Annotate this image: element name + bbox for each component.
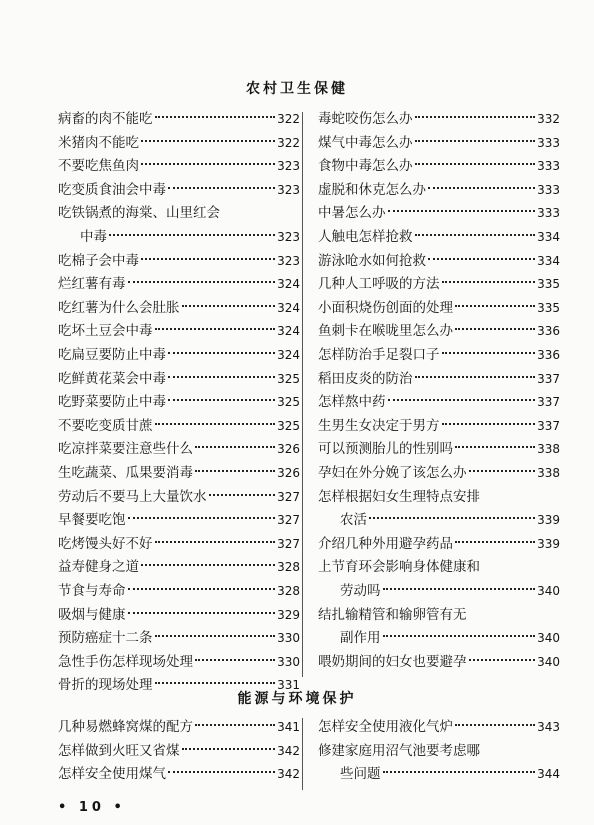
- section-title-rural-health: 农村卫生保健: [246, 81, 348, 97]
- toc-entry-page: 342: [277, 767, 300, 782]
- toc-entry-title: 吃变质食油会中毒: [58, 181, 166, 198]
- toc-entry[interactable]: [58, 580, 300, 602]
- toc-entry-page: 326: [277, 466, 300, 480]
- toc-entry-page: 325: [277, 395, 300, 410]
- toc-entry[interactable]: [318, 556, 560, 578]
- toc-entry[interactable]: [58, 651, 300, 673]
- toc-dot-leader: [128, 517, 276, 519]
- toc-entry[interactable]: [318, 509, 560, 531]
- toc-entry-title: 结扎输精管和输卵管有无: [318, 606, 467, 623]
- toc-entry-page: 333: [537, 135, 560, 150]
- toc-entry[interactable]: [318, 627, 560, 649]
- toc-entry-title: 生男生女决定于男方: [318, 417, 440, 434]
- toc-entry-title: 吃铁锅煮的海棠、山里红会: [58, 205, 220, 222]
- toc-entry-page: 327: [277, 513, 300, 528]
- toc-entry-title: 生吃蔬菜、瓜果要消毒: [58, 465, 193, 481]
- toc-entry[interactable]: [318, 580, 560, 602]
- toc-entry-title: 早餐要吃饱: [58, 512, 126, 529]
- toc-dot-leader: [141, 258, 275, 260]
- toc-entry-page: 334: [537, 230, 560, 244]
- toc-entry[interactable]: [318, 179, 560, 201]
- toc-entry-title: 劳动吗: [340, 583, 381, 599]
- toc-dot-leader: [455, 724, 535, 726]
- toc-entry-title: 人触电怎样抢救: [318, 229, 413, 245]
- toc-entry-title: 怎样防治手足裂口子: [318, 347, 440, 363]
- toc-entry[interactable]: [318, 462, 560, 484]
- toc-entry[interactable]: [58, 415, 300, 437]
- toc-dot-leader: [383, 635, 536, 637]
- toc-entry-title: 稻田皮炎的防治: [318, 370, 413, 387]
- toc-entry-page: 327: [277, 536, 300, 551]
- toc-entry-page: 340: [537, 631, 560, 646]
- toc-entry-title: 不要吃焦鱼肉: [58, 158, 139, 175]
- toc-entry-title: 吸烟与健康: [58, 606, 126, 623]
- toc-entry-title: 吃野菜要防止中毒: [58, 394, 166, 411]
- toc-entry-page: 324: [277, 300, 300, 315]
- toc-entry-page: 323: [277, 253, 300, 268]
- toc-entry-page: 340: [537, 654, 560, 669]
- toc-entry[interactable]: [318, 155, 560, 177]
- toc-entry-page: 331: [277, 678, 300, 693]
- toc-entry-title: 节食与寿命: [58, 583, 126, 599]
- toc-dot-leader: [195, 659, 275, 661]
- toc-dot-leader: [428, 258, 535, 260]
- toc-entry-title: 修建家庭用沼气池要考虑哪: [318, 742, 480, 759]
- toc-entry-page: 322: [277, 135, 300, 150]
- toc-entry-page: 341: [277, 720, 300, 734]
- toc-dot-leader: [415, 163, 536, 165]
- toc-entry-title: 喂奶期间的妇女也要避孕: [318, 653, 467, 670]
- toc-entry-page: 335: [537, 277, 560, 292]
- toc-entry[interactable]: [58, 556, 300, 578]
- toc-entry[interactable]: [58, 108, 300, 130]
- toc-entry[interactable]: [318, 740, 560, 762]
- toc-dot-leader: [109, 234, 275, 236]
- toc-entry[interactable]: [58, 250, 300, 272]
- toc-entry-page: 324: [277, 277, 300, 292]
- toc-entry-title: 孕妇在外分娩了该怎么办: [318, 465, 467, 481]
- toc-entry-title: 骨折的现场处理: [58, 677, 153, 694]
- toc-entry-title: 益寿健身之道: [58, 559, 139, 576]
- toc-entry[interactable]: [318, 438, 560, 460]
- toc-entry-title: 吃扁豆要防止中毒: [58, 347, 166, 363]
- toc-dot-leader: [442, 423, 536, 425]
- toc-dot-leader: [442, 352, 536, 354]
- toc-dot-leader: [383, 771, 536, 773]
- toc-entry-page: 328: [277, 584, 300, 598]
- toc-entry[interactable]: [58, 179, 300, 201]
- page-number: • 10 •: [58, 800, 126, 815]
- toc-dot-leader: [388, 210, 536, 212]
- toc-dot-leader: [469, 470, 536, 472]
- toc-entry-page: 339: [537, 513, 560, 528]
- toc-dot-leader: [469, 659, 536, 661]
- toc-entry[interactable]: [318, 533, 560, 555]
- toc-entry[interactable]: [58, 462, 300, 484]
- toc-dot-leader: [209, 494, 276, 496]
- toc-entry[interactable]: [58, 509, 300, 531]
- toc-entry-title: 中暑怎么办: [318, 205, 386, 222]
- toc-entry-title: 吃凉拌菜要注意些什么: [58, 441, 193, 458]
- toc-entry[interactable]: [318, 486, 560, 508]
- toc-entry-title: 小面积烧伤创面的处理: [318, 299, 453, 316]
- toc-dot-leader: [141, 564, 275, 566]
- toc-dot-leader: [195, 724, 275, 726]
- toc-entry-title: 急性手伤怎样现场处理: [58, 653, 193, 670]
- toc-entry-title: 不要吃变质甘蔗: [58, 417, 153, 434]
- toc-dot-leader: [155, 423, 276, 425]
- toc-dot-leader: [128, 612, 276, 614]
- toc-entry-title: 劳动后不要马上大量饮水: [58, 488, 207, 505]
- toc-entry[interactable]: [318, 344, 560, 366]
- toc-entry-page: 332: [537, 112, 560, 126]
- toc-entry-title: 虚脱和休克怎么办: [318, 181, 426, 198]
- toc-entry-title: 吃红薯为什么会肚胀: [58, 299, 180, 316]
- toc-entry-page: 334: [537, 253, 560, 268]
- toc-entry-page: 324: [277, 348, 300, 362]
- toc-entry[interactable]: [318, 391, 560, 413]
- toc-entry[interactable]: [58, 155, 300, 177]
- toc-entry-page: 344: [537, 767, 560, 782]
- toc-entry-page: 339: [537, 536, 560, 551]
- toc-dot-leader: [168, 187, 275, 189]
- toc-entry-title: 上节育环会影响身体健康和: [318, 559, 480, 576]
- toc-dot-leader: [155, 682, 276, 684]
- toc-entry[interactable]: [58, 344, 300, 366]
- toc-entry[interactable]: [318, 273, 560, 295]
- toc-entry-title: 介绍几种外用避孕药品: [318, 535, 453, 552]
- toc-entry[interactable]: [58, 533, 300, 555]
- toc-entry-title: 毒蛇咬伤怎么办: [318, 111, 413, 127]
- toc-entry-title: 预防癌症十二条: [58, 630, 153, 647]
- toc-dot-leader: [455, 446, 535, 448]
- toc-entry-page: 337: [537, 418, 560, 433]
- toc-entry[interactable]: [318, 415, 560, 437]
- toc-entry-title: 农活: [340, 512, 367, 529]
- toc-entry[interactable]: [58, 438, 300, 460]
- toc-dot-leader: [168, 376, 275, 378]
- toc-entry[interactable]: [318, 132, 560, 154]
- toc-dot-leader: [415, 140, 536, 142]
- toc-entry-title: 可以预测胎儿的性别吗: [318, 441, 453, 458]
- toc-entry-title: 食物中毒怎么办: [318, 158, 413, 175]
- toc-entry-title: 几种人工呼吸的方法: [318, 276, 440, 293]
- toc-entry-page: 330: [277, 631, 300, 646]
- toc-entry[interactable]: [318, 108, 560, 130]
- toc-entry-page: 333: [537, 206, 560, 221]
- toc-dot-leader: [141, 163, 275, 165]
- toc-entry-page: 324: [277, 324, 300, 339]
- toc-entry-title: 煤气中毒怎么办: [318, 134, 413, 151]
- toc-entry[interactable]: [58, 391, 300, 413]
- toc-entry-title: 怎样安全使用液化气炉: [318, 719, 453, 735]
- toc-entry[interactable]: [58, 740, 300, 762]
- toc-dot-leader: [455, 328, 535, 330]
- toc-entry[interactable]: [58, 604, 300, 626]
- toc-entry-title: 中毒: [80, 229, 107, 245]
- toc-entry-title: 怎样根据妇女生理特点安排: [318, 488, 480, 505]
- toc-entry-page: 330: [277, 654, 300, 669]
- toc-dot-leader: [141, 140, 275, 142]
- toc-entry[interactable]: [318, 297, 560, 319]
- toc-entry-page: 325: [277, 418, 300, 433]
- toc-dot-leader: [455, 541, 535, 543]
- toc-entry[interactable]: [318, 716, 560, 738]
- toc-dot-leader: [383, 588, 536, 590]
- toc-entry-title: 吃鲜黄花菜会中毒: [58, 370, 166, 387]
- toc-entry-page: 326: [277, 442, 300, 457]
- toc-entry[interactable]: [58, 132, 300, 154]
- toc-entry-page: 335: [537, 300, 560, 315]
- toc-entry-page: 336: [537, 324, 560, 339]
- toc-dot-leader: [155, 328, 276, 330]
- toc-dot-leader: [442, 281, 536, 283]
- toc-entry-title: 米猪肉不能吃: [58, 134, 139, 151]
- toc-entry[interactable]: [318, 320, 560, 342]
- toc-entry-page: 337: [537, 371, 560, 386]
- toc-entry[interactable]: [318, 604, 560, 626]
- toc-entry-title: 游泳呛水如何抢救: [318, 252, 426, 269]
- toc-entry-page: 323: [277, 230, 300, 244]
- toc-entry-page: 343: [537, 720, 560, 734]
- toc-dot-leader: [168, 771, 275, 773]
- toc-dot-leader: [155, 116, 276, 118]
- toc-entry[interactable]: [318, 368, 560, 390]
- toc-entry[interactable]: [58, 486, 300, 508]
- toc-entry[interactable]: [58, 368, 300, 390]
- toc-dot-leader: [415, 376, 536, 378]
- toc-entry-title: 吃烤馒头好不好: [58, 535, 153, 552]
- toc-entry-page: 336: [537, 348, 560, 362]
- toc-entry-title: 鱼刺卡在喉咙里怎么办: [318, 323, 453, 340]
- toc-entry-page: 342: [277, 743, 300, 758]
- toc-entry[interactable]: [318, 763, 560, 785]
- toc-entry[interactable]: [58, 627, 300, 649]
- toc-dot-leader: [388, 399, 536, 401]
- toc-dot-leader: [182, 748, 276, 750]
- toc-entry-page: 338: [537, 442, 560, 457]
- toc-entry-page: 337: [537, 395, 560, 410]
- toc-dot-leader: [415, 234, 536, 236]
- toc-entry-page: 327: [277, 489, 300, 504]
- toc-entry-title: 怎样安全使用煤气: [58, 766, 166, 783]
- toc-entry[interactable]: [58, 716, 300, 738]
- toc-entry-page: 333: [537, 182, 560, 197]
- toc-dot-leader: [128, 588, 276, 590]
- toc-entry-page: 323: [277, 182, 300, 197]
- toc-dot-leader: [155, 635, 276, 637]
- section-title-energy-environment: 能源与环境保护: [237, 691, 357, 707]
- toc-entry-page: 328: [277, 560, 300, 575]
- toc-entry[interactable]: [58, 297, 300, 319]
- toc-entry-title: 吃棉子会中毒: [58, 252, 139, 269]
- toc-dot-leader: [168, 399, 275, 401]
- toc-entry-title: 怎样熬中药: [318, 394, 386, 411]
- toc-entry[interactable]: [58, 226, 300, 248]
- toc-dot-leader: [195, 470, 275, 472]
- toc-dot-leader: [455, 305, 535, 307]
- column-divider: [302, 112, 303, 677]
- toc-dot-leader: [428, 187, 535, 189]
- toc-entry-page: 333: [537, 159, 560, 174]
- toc-entry-page: 340: [537, 584, 560, 598]
- toc-entry-title: 吃坏土豆会中毒: [58, 323, 153, 340]
- toc-entry-title: 副作用: [340, 630, 381, 647]
- toc-entry[interactable]: [318, 202, 560, 224]
- toc-entry[interactable]: [318, 651, 560, 673]
- column-divider: [302, 718, 303, 790]
- toc-entry[interactable]: [58, 320, 300, 342]
- toc-entry[interactable]: [318, 226, 560, 248]
- toc-dot-leader: [155, 541, 276, 543]
- toc-entry-title: 烂红薯有毒: [58, 276, 126, 293]
- toc-entry[interactable]: [318, 250, 560, 272]
- toc-entry-page: 323: [277, 159, 300, 174]
- toc-entry-title: 几种易燃蜂窝煤的配方: [58, 719, 193, 735]
- toc-entry[interactable]: [58, 202, 300, 224]
- toc-entry-page: 329: [277, 607, 300, 622]
- toc-dot-leader: [182, 305, 276, 307]
- toc-dot-leader: [415, 116, 536, 118]
- toc-entry-page: 322: [277, 112, 300, 126]
- toc-dot-leader: [168, 352, 275, 354]
- toc-dot-leader: [128, 281, 276, 283]
- toc-dot-leader: [369, 517, 535, 519]
- toc-entry[interactable]: [58, 273, 300, 295]
- toc-entry-title: 些问题: [340, 766, 381, 783]
- toc-entry-page: 325: [277, 371, 300, 386]
- toc-entry-title: 怎样做到火旺又省煤: [58, 742, 180, 759]
- toc-entry-title: 病畜的肉不能吃: [58, 111, 153, 127]
- toc-dot-leader: [195, 446, 275, 448]
- toc-entry[interactable]: [58, 763, 300, 785]
- toc-entry-page: 338: [537, 466, 560, 480]
